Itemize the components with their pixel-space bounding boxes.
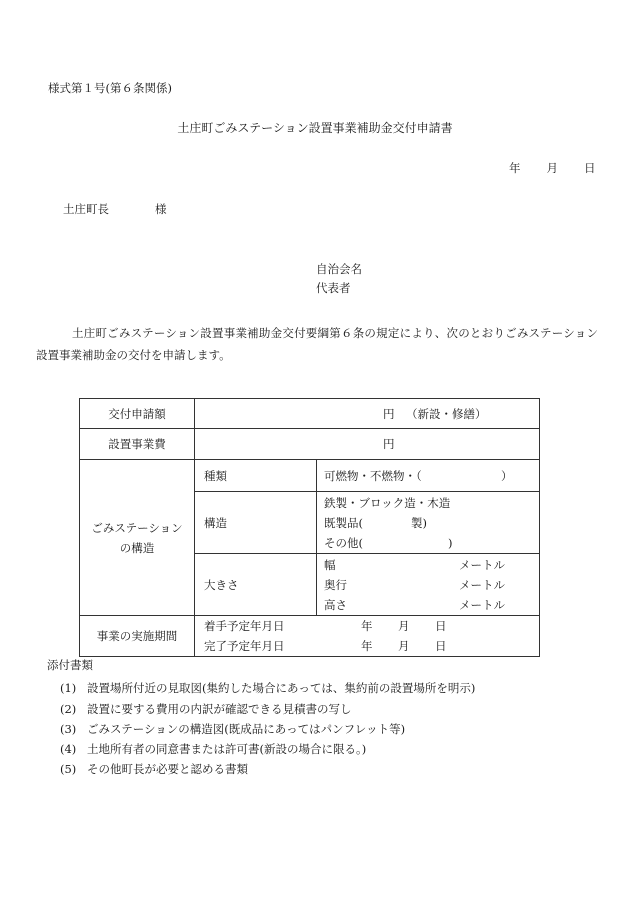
attachment-item: (1) 設置場所付近の見取図(集約した場合にあっては、集約前の設置場所を明示) [60,681,476,695]
application-statement: 土庄町ごみステーション設置事業補助金交付要綱第６条の規定により、次のとおりごみステーション設置事業補助金の交付を申請します。 [36,326,598,362]
grant-amount-label: 交付申請額 [80,399,195,429]
document-title: 土庄町ごみステーション設置事業補助金交付申請書 [177,121,453,135]
construction-label: 構造 [195,492,317,554]
period-label: 事業の実施期間 [80,616,195,657]
size-height-row: 高さ メートル [324,597,505,612]
size-label: 大きさ [195,554,317,616]
addressee-honorific: 様 [155,202,167,216]
size-field[interactable] [317,554,540,616]
addressee [63,204,167,216]
kind-value: 可燃物・不燃物・（ [324,468,422,483]
size-depth-row: 奥行 メートル [324,577,505,592]
kind-field[interactable] [317,460,540,492]
project-cost-field[interactable] [195,429,540,460]
kind-close: ） [501,468,513,483]
attachment-item: (4) 土地所有者の同意書または許可書(新設の場合に限る。) [60,742,367,756]
attachment-item: (5) その他町長が必要と認める書類 [60,762,248,776]
period-field[interactable] [195,616,540,657]
grant-type-choice: （新設・修繕） [406,406,487,421]
org-name-label: 自治会名 [316,262,362,276]
application-table [79,398,540,657]
construction-line1: 鉄製・ブロック造・木造 [324,495,451,510]
date-day: 日 [584,161,596,175]
date-line [509,163,596,175]
table-row [80,460,540,492]
grant-yen: 円 [383,406,395,421]
cost-yen: 円 [383,437,395,451]
table-row [80,399,540,429]
period-start-row: 着手予定年月日 年 月 日 [204,619,447,633]
table-row [80,429,540,460]
structure-label-line1: ごみステーション [91,520,183,535]
size-width-row: 幅 メートル [324,557,505,572]
period-end-row: 完了予定年月日 年 月 日 [204,639,447,653]
table-row [80,616,540,657]
construction-field[interactable] [317,492,540,554]
representative-label: 代表者 [316,281,351,295]
kind-label: 種類 [195,460,317,492]
grant-amount-field[interactable] [195,399,540,429]
construction-line3: その他( ) [324,535,453,550]
project-cost-label: 設置事業費 [80,429,195,460]
addressee-name: 土庄町長 [63,202,109,216]
structure-label [80,460,195,616]
date-year: 年 [509,161,521,175]
structure-label-line2: の構造 [119,540,155,555]
attachments-title: 添付書類 [47,658,93,672]
attachment-item: (2) 設置に要する費用の内訳が確認できる見積書の写し [60,702,352,716]
attachment-item: (3) ごみステーションの構造図(既成品にあってはパンフレット等) [60,722,406,736]
form-number: 様式第１号(第６条関係) [48,81,172,95]
date-month: 月 [546,161,558,175]
construction-line2: 既製品( 製) [324,515,427,530]
